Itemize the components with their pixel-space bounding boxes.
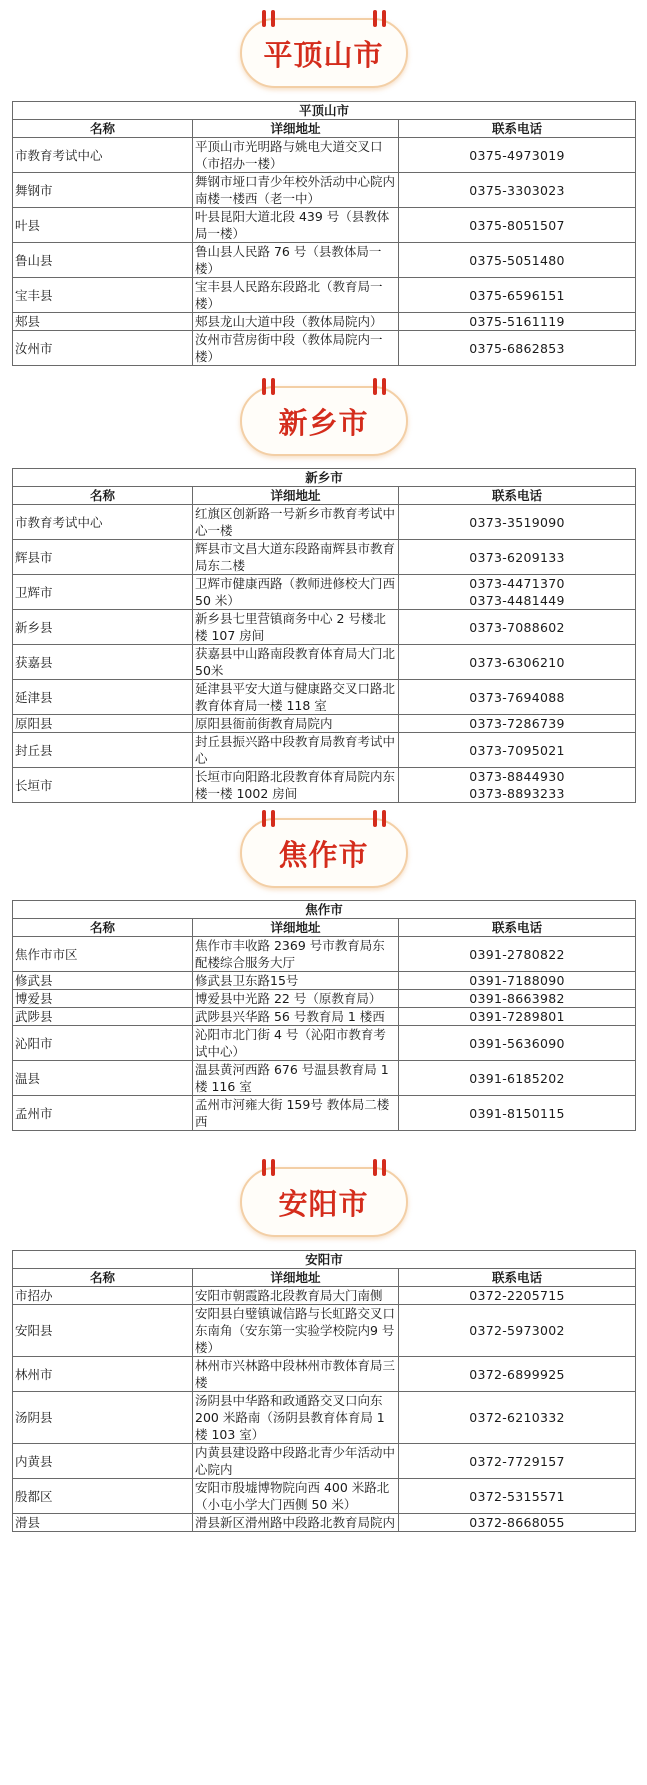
table-row [13,1096,636,1131]
address-cell: 安阳市朝霞路北段教育局大门南侧 [193,1287,399,1305]
phone-number: 0373-3519090 [469,514,565,530]
address-cell: 郏县龙山大道中段（教体局院内） [193,313,399,331]
phone-cell [399,138,636,173]
table-row [13,575,636,610]
name-cell: 林州市 [13,1357,193,1392]
table-row [13,1479,636,1514]
name-cell: 长垣市 [13,768,193,803]
table-row [13,540,636,575]
name-cell: 武陟县 [13,1008,193,1026]
phone-cell [399,645,636,680]
phone-cell [399,610,636,645]
table-row [13,138,636,173]
name-cell: 原阳县 [13,715,193,733]
column-header: 联系电话 [399,1269,636,1287]
name-cell: 市教育考试中心 [13,138,193,173]
phone-cell [399,680,636,715]
address-cell: 封丘县振兴路中段教育局教育考试中心 [193,733,399,768]
name-cell: 内黄县 [13,1444,193,1479]
phone-number: 0372-6899925 [469,1366,565,1382]
phone-number: 0373-4481449 [469,593,565,608]
phone-cell [399,768,636,803]
city-title: 平顶山市 [263,37,384,72]
phone-number: 0375-6862853 [469,340,565,356]
phone-cell [399,1026,636,1061]
table-row [13,1392,636,1444]
name-cell: 延津县 [13,680,193,715]
address-cell: 汝州市营房街中段（教体局院内一楼） [193,331,399,366]
name-cell: 焦作市市区 [13,937,193,972]
contact-table [12,900,636,1131]
phone-cell [399,937,636,972]
table-row [13,173,636,208]
phone-number: 0391-7289801 [469,1009,565,1024]
name-cell: 汤阴县 [13,1392,193,1444]
city-title-badge [240,386,408,456]
section-header [0,810,647,890]
table-row [13,1008,636,1026]
address-cell: 延津县平安大道与健康路交叉口路北教育体育局一楼 118 室 [193,680,399,715]
name-cell: 封丘县 [13,733,193,768]
table-row [13,243,636,278]
phone-cell [399,1008,636,1026]
phone-cell [399,313,636,331]
table-title: 平顶山市 [13,102,636,120]
phone-cell [399,243,636,278]
name-cell: 滑县 [13,1514,193,1532]
phone-cell [399,733,636,768]
name-cell: 辉县市 [13,540,193,575]
table-row [13,972,636,990]
section-header [0,378,647,458]
address-cell: 长垣市向阳路北段教育体育局院内东楼一楼 1002 房间 [193,768,399,803]
table-row [13,733,636,768]
table-header-row [13,487,636,505]
name-cell: 市招办 [13,1287,193,1305]
ring-icon [373,810,377,827]
table-row [13,645,636,680]
phone-cell [399,173,636,208]
city-title: 焦作市 [278,837,369,872]
table-header-row [13,919,636,937]
table-row [13,208,636,243]
ring-icon [373,1159,377,1176]
phone-number: 0372-7729157 [469,1453,565,1469]
address-cell: 红旗区创新路一号新乡市教育考试中心一楼 [193,505,399,540]
ring-icon [262,378,266,395]
table-row [13,1357,636,1392]
phone-number: 0391-6185202 [469,1070,565,1086]
name-cell: 汝州市 [13,331,193,366]
phone-number: 0372-5973002 [469,1323,565,1338]
column-header: 联系电话 [399,919,636,937]
ring-icon [382,1159,386,1176]
phone-number: 0373-7286739 [469,716,565,731]
column-header: 名称 [13,919,193,937]
name-cell: 温县 [13,1061,193,1096]
name-cell: 宝丰县 [13,278,193,313]
phone-cell [399,1514,636,1532]
phone-cell [399,1357,636,1392]
column-header: 名称 [13,120,193,138]
phone-number: 0372-8668055 [469,1515,565,1530]
ring-icon [373,378,377,395]
name-cell: 郏县 [13,313,193,331]
table-title: 安阳市 [13,1251,636,1269]
column-header: 详细地址 [193,1269,399,1287]
column-header: 详细地址 [193,120,399,138]
address-cell: 舞钢市垭口青少年校外活动中心院内南楼一楼西（老一中） [193,173,399,208]
table-row [13,990,636,1008]
phone-cell [399,1444,636,1479]
phone-cell [399,1392,636,1444]
address-cell: 滑县新区滑州路中段路北教育局院内 [193,1514,399,1532]
address-cell: 平顶山市光明路与姚电大道交叉口（市招办一楼） [193,138,399,173]
ring-icon [262,10,266,27]
address-cell: 孟州市河雍大街 159号 教体局二楼西 [193,1096,399,1131]
phone-cell [399,505,636,540]
table-row [13,937,636,972]
address-cell: 辉县市文昌大道东段路南辉县市教育局东二楼 [193,540,399,575]
phone-number: 0372-2205715 [469,1288,565,1303]
phone-cell [399,278,636,313]
address-cell: 原阳县衙前街教育局院内 [193,715,399,733]
phone-cell [399,1305,636,1357]
phone-cell [399,331,636,366]
name-cell: 沁阳市 [13,1026,193,1061]
address-cell: 获嘉县中山路南段教育体育局大门北50米 [193,645,399,680]
address-cell: 新乡县七里营镇商务中心 2 号楼北楼 107 房间 [193,610,399,645]
address-cell: 博爱县中光路 22 号（原教育局） [193,990,399,1008]
table-row [13,1026,636,1061]
table-row [13,768,636,803]
phone-number: 0375-4973019 [469,147,565,163]
section-header [0,10,647,90]
table-row [13,1444,636,1479]
phone-cell [399,972,636,990]
table-title: 新乡市 [13,469,636,487]
city-title-badge [240,18,408,88]
table-row [13,278,636,313]
phone-number: 0391-2780822 [469,946,565,962]
phone-number: 0375-8051507 [469,217,565,233]
name-cell: 舞钢市 [13,173,193,208]
address-cell: 温县黄河西路 676 号温县教育局 1 楼 116 室 [193,1061,399,1096]
phone-number: 0373-8893233 [469,786,565,801]
phone-number: 0373-4471370 [469,576,565,591]
phone-number: 0375-6596151 [469,287,565,303]
city-title: 新乡市 [278,405,369,440]
phone-number: 0391-5636090 [469,1035,565,1051]
name-cell: 博爱县 [13,990,193,1008]
phone-number: 0373-7694088 [469,689,565,705]
ring-icon [382,378,386,395]
column-header: 名称 [13,1269,193,1287]
phone-cell [399,715,636,733]
table-header-row [13,120,636,138]
table-row [13,1061,636,1096]
phone-cell [399,990,636,1008]
name-cell: 孟州市 [13,1096,193,1131]
name-cell: 鲁山县 [13,243,193,278]
address-cell: 武陟县兴华路 56 号教育局 1 楼西 [193,1008,399,1026]
address-cell: 安阳市殷墟博物院向西 400 米路北（小屯小学大门西侧 50 米） [193,1479,399,1514]
address-cell: 内黄县建设路中段路北青少年活动中心院内 [193,1444,399,1479]
phone-number: 0375-5161119 [469,314,565,329]
address-cell: 宝丰县人民路东段路北（教育局一楼） [193,278,399,313]
ring-icon [382,10,386,27]
ring-icon [271,810,275,827]
phone-cell [399,1479,636,1514]
phone-number: 0373-7095021 [469,742,565,758]
name-cell: 市教育考试中心 [13,505,193,540]
phone-cell [399,1061,636,1096]
phone-cell [399,575,636,610]
ring-icon [271,1159,275,1176]
address-cell: 鲁山县人民路 76 号（县教体局一楼） [193,243,399,278]
name-cell: 安阳县 [13,1305,193,1357]
name-cell: 卫辉市 [13,575,193,610]
table-row [13,331,636,366]
phone-number: 0372-5315571 [469,1488,565,1504]
ring-icon [271,378,275,395]
address-cell: 修武县卫东路15号 [193,972,399,990]
ring-icon [271,10,275,27]
ring-icon [373,10,377,27]
contact-table [12,468,636,803]
address-cell: 安阳县白璧镇诚信路与长虹路交叉口东南角（安东第一实验学校院内9 号楼） [193,1305,399,1357]
table-title: 焦作市 [13,901,636,919]
table-row [13,1305,636,1357]
phone-number: 0373-8844930 [469,769,565,784]
column-header: 联系电话 [399,120,636,138]
name-cell: 殷都区 [13,1479,193,1514]
name-cell: 新乡县 [13,610,193,645]
table-header-row [13,1269,636,1287]
phone-number: 0391-7188090 [469,973,565,988]
table-row [13,1287,636,1305]
table-row [13,313,636,331]
table-row [13,610,636,645]
contact-table [12,1250,636,1532]
name-cell: 叶县 [13,208,193,243]
address-cell: 卫辉市健康西路（教师进修校大门西 50 米） [193,575,399,610]
phone-cell [399,540,636,575]
address-cell: 叶县昆阳大道北段 439 号（县教体局一楼） [193,208,399,243]
table-row [13,505,636,540]
contact-table [12,101,636,366]
phone-number: 0373-6306210 [469,654,565,670]
column-header: 名称 [13,487,193,505]
address-cell: 沁阳市北门街 4 号（沁阳市教育考试中心） [193,1026,399,1061]
phone-cell [399,1096,636,1131]
phone-number: 0373-6209133 [469,549,565,565]
phone-number: 0391-8663982 [469,991,565,1006]
city-title-badge [240,818,408,888]
phone-number: 0373-7088602 [469,619,565,635]
city-title-badge [240,1167,408,1237]
column-header: 详细地址 [193,487,399,505]
address-cell: 焦作市丰收路 2369 号市教育局东配楼综合服务大厅 [193,937,399,972]
phone-cell [399,1287,636,1305]
phone-cell [399,208,636,243]
phone-number: 0372-6210332 [469,1410,565,1425]
table-row [13,1514,636,1532]
ring-icon [262,1159,266,1176]
name-cell: 修武县 [13,972,193,990]
ring-icon [262,810,266,827]
name-cell: 获嘉县 [13,645,193,680]
city-title: 安阳市 [278,1186,369,1221]
column-header: 详细地址 [193,919,399,937]
address-cell: 林州市兴林路中段林州市教体育局三楼 [193,1357,399,1392]
address-cell: 汤阴县中华路和政通路交叉口向东200 米路南（汤阴县教育体育局 1楼 103 室） [193,1392,399,1444]
column-header: 联系电话 [399,487,636,505]
table-row [13,680,636,715]
table-row [13,715,636,733]
phone-number: 0375-3303023 [469,182,565,198]
section-header [0,1159,647,1239]
ring-icon [382,810,386,827]
phone-number: 0391-8150115 [469,1105,565,1121]
phone-number: 0375-5051480 [469,252,565,268]
